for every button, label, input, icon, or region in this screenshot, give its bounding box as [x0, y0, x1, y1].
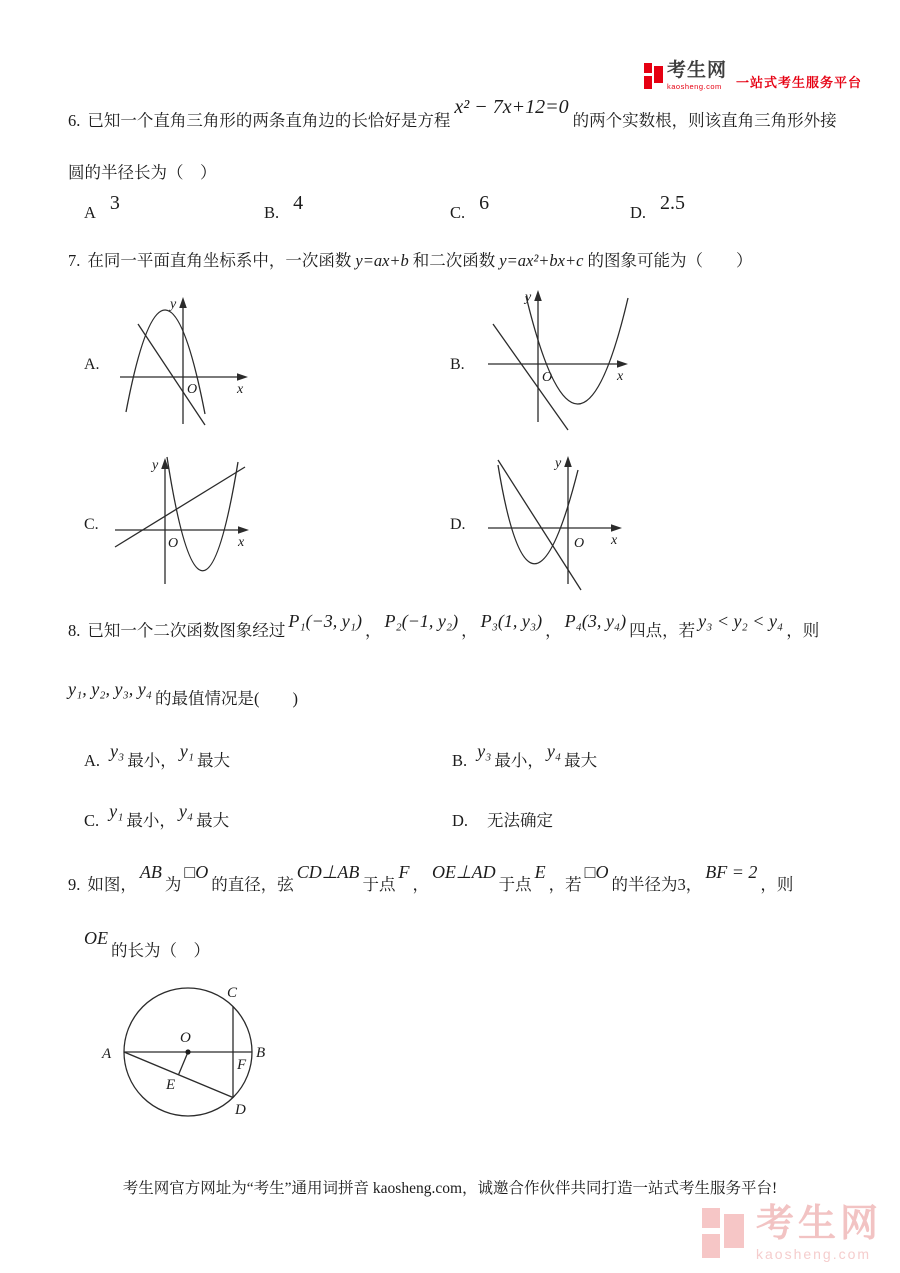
comma: ， — [461, 621, 478, 640]
y-axis-arrow — [179, 297, 187, 308]
label-b: B — [256, 1045, 266, 1061]
parabola-curve — [126, 310, 205, 414]
question-8-text: 的最值情况是( ) — [155, 689, 298, 708]
question-6-text-before: 已知一个直角三角形的两条直角边的长恰好是方程 — [87, 111, 451, 130]
origin-label: O — [187, 382, 198, 397]
question-6-option-a — [84, 192, 120, 225]
line-curve — [493, 324, 568, 430]
question-9-line-1 — [68, 862, 794, 897]
origin-label: O — [542, 370, 553, 385]
option-label: C. — [450, 203, 466, 222]
question-9-text: 的直径，弦 — [211, 875, 294, 894]
label-d: D — [235, 1102, 246, 1118]
origin-label: O — [574, 536, 585, 551]
option-text: 最小， — [127, 751, 177, 770]
option-math: y₁ — [109, 801, 124, 821]
line-curve — [138, 324, 205, 425]
graph-c-figure — [105, 452, 257, 594]
question-6-option-d — [630, 192, 686, 225]
circle-o-symbol: □O — [184, 862, 209, 882]
option-value: 3 — [109, 192, 120, 214]
quadratic-function-formula: y=ax²+bx+c — [499, 251, 584, 270]
option-label: B. — [452, 751, 468, 770]
y-axis-arrow — [564, 456, 572, 467]
bf-equals-2: BF = 2 — [705, 862, 758, 882]
option-text: 最小， — [494, 751, 544, 770]
segment-oe: OE — [84, 928, 108, 948]
y-axis-label: y — [555, 456, 562, 471]
watermark-brand: 考生网 — [756, 1203, 883, 1245]
question-8-number: 8. — [68, 621, 81, 640]
option-text: 无法确定 — [487, 811, 554, 830]
question-9-number: 9. — [68, 875, 81, 894]
question-7-text: 和二次函数 — [412, 251, 496, 270]
question-9-text: ，则 — [760, 875, 794, 894]
y-axis-arrow — [534, 290, 542, 301]
question-8-text: 四点，若 — [629, 621, 696, 640]
parabola-curve — [526, 296, 628, 404]
kaosheng-watermark-icon — [702, 1204, 748, 1260]
option-math: y₄ — [546, 741, 562, 761]
point-p1: P₁(−3, y₁) — [288, 611, 363, 631]
kaosheng-logo-icon — [644, 61, 663, 89]
option-label: D. — [452, 811, 469, 830]
graph-d-label: D. — [450, 516, 466, 533]
question-7-line — [68, 249, 752, 273]
label-f: F — [237, 1057, 247, 1073]
option-text: 最大 — [197, 751, 231, 770]
comma: ， — [412, 875, 429, 894]
option-value: 4 — [293, 192, 304, 214]
question-8-option-b — [452, 741, 598, 773]
option-label: D. — [630, 203, 647, 222]
option-text: 最小， — [126, 811, 176, 830]
circle-o-symbol: □O — [584, 862, 609, 882]
option-label: A — [84, 203, 96, 222]
question-8-text: 已知一个二次函数图象经过 — [87, 621, 286, 640]
label-a: A — [102, 1046, 112, 1062]
segment-ab: AB — [139, 862, 162, 882]
graph-b-label: B. — [450, 356, 465, 373]
question-9-text: 于点 — [498, 875, 532, 894]
linear-function-formula: y=ax+b — [355, 251, 409, 270]
x-axis-arrow — [617, 360, 628, 368]
question-6-option-c — [450, 192, 490, 225]
comma: ， — [545, 621, 562, 640]
question-9-text: 为 — [164, 875, 182, 894]
question-6-equation: x² − 7x+12=0 — [454, 96, 569, 118]
label-o: O — [180, 1030, 191, 1046]
x-axis-label: x — [238, 535, 245, 550]
question-8-line-1 — [68, 611, 820, 643]
question-9-circle-figure — [88, 976, 303, 1128]
label-e: E — [166, 1077, 176, 1093]
x-axis-arrow — [237, 373, 248, 381]
option-math: y₃ — [477, 741, 492, 761]
y-values: y₁, y₂, y₃, y₄ — [68, 679, 152, 699]
parabola-curve — [167, 457, 238, 571]
question-8-text: ，则 — [786, 621, 820, 640]
question-7-number: 7. — [68, 251, 81, 270]
cd-perp-ab: CD⊥AB — [296, 862, 360, 882]
watermark-domain: kaosheng.com — [756, 1246, 872, 1262]
x-axis-label: x — [617, 369, 624, 384]
brand-name: 考生网 — [667, 60, 728, 81]
question-9-line-2 — [68, 928, 210, 963]
point-e: E — [534, 862, 546, 882]
option-label: B. — [264, 203, 280, 222]
x-axis-label: x — [611, 533, 618, 548]
point-p3: P₃(1, y₃) — [480, 611, 543, 631]
oe-perp-ad: OE⊥AD — [431, 862, 496, 882]
y-axis-label: y — [152, 458, 159, 473]
question-7-text: 的图象可能为（ ） — [587, 251, 753, 270]
question-9-text: 的半径为3， — [611, 875, 703, 894]
question-8-option-c — [84, 801, 230, 833]
inequality: y₃ < y₂ < y₄ — [698, 611, 784, 631]
graph-a-label: A. — [84, 356, 100, 373]
brand-slogan: 一站式考生服务平台 — [736, 75, 863, 90]
option-value: 6 — [479, 192, 490, 214]
question-9-text: 如图， — [87, 875, 137, 894]
line-curve — [115, 467, 245, 547]
question-6-text-after: 的两个实数根，则该直角三角形外接 — [572, 111, 837, 130]
question-6-line-1 — [68, 96, 837, 133]
origin-label: O — [168, 536, 179, 551]
question-9-text: 的长为（ ） — [111, 941, 210, 960]
option-text: 最大 — [196, 811, 230, 830]
option-value: 2.5 — [660, 192, 686, 214]
x-axis-arrow — [238, 526, 249, 534]
comma: ， — [365, 621, 382, 640]
label-c: C — [227, 985, 238, 1001]
point-p4: P₄(3, y₄) — [564, 611, 627, 631]
graph-b-figure — [478, 284, 636, 432]
x-axis-label: x — [237, 382, 244, 397]
question-9-text: 于点 — [362, 875, 396, 894]
segment-oe — [179, 1052, 189, 1075]
kaosheng-watermark — [702, 1204, 882, 1262]
question-8-option-a — [84, 741, 231, 773]
question-7-text: 在同一平面直角坐标系中，一次函数 — [87, 251, 352, 270]
graph-d-figure — [478, 450, 628, 592]
option-text: 最大 — [564, 751, 598, 770]
x-axis-arrow — [611, 524, 622, 532]
point-p2: P₂(−1, y₂) — [384, 611, 459, 631]
point-f: F — [398, 862, 410, 882]
option-label: C. — [84, 811, 100, 830]
brand-domain: kaosheng.com — [667, 82, 722, 91]
center-point-o — [185, 1049, 190, 1054]
graph-a-figure — [108, 292, 258, 432]
footer-text: 考生网官方网址为“考生”通用词拼音 kaosheng.com，诚邀合作伙伴共同打造一站式考生服务平台! — [122, 1180, 778, 1197]
y-axis-label: y — [170, 297, 177, 312]
question-6-number: 6. — [68, 111, 81, 130]
question-6-line-2: 圆的半径长为（ ） — [68, 163, 217, 182]
option-math: y₄ — [178, 801, 194, 821]
question-8-option-d — [452, 808, 553, 833]
kaosheng-header-logo — [644, 61, 862, 91]
question-6-option-b — [264, 192, 304, 225]
graph-c-label: C. — [84, 516, 99, 533]
question-8-line-2 — [68, 679, 298, 711]
option-math: y₃ — [110, 741, 125, 761]
y-axis-label: y — [525, 290, 532, 305]
option-label: A. — [84, 751, 101, 770]
question-9-text: ，若 — [548, 875, 582, 894]
option-math: y₁ — [179, 741, 195, 761]
